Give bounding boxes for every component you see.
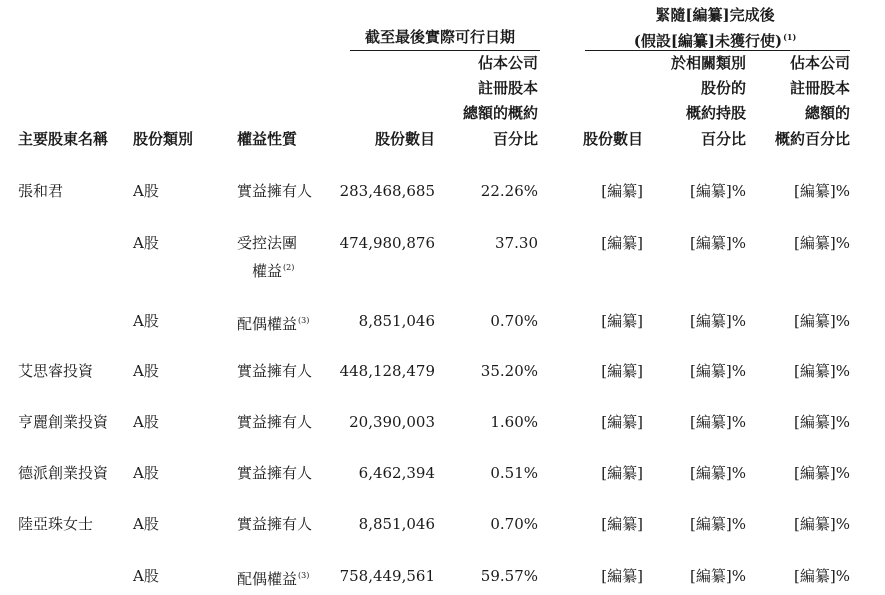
cell-shares: 758,449,561	[339, 567, 435, 585]
header-after-total-pct-line2: 註冊股本	[789, 79, 850, 97]
cell-nature: 實益擁有人	[237, 515, 313, 533]
cell-shares: 448,128,479	[339, 362, 435, 380]
cell-shares: 474,980,876	[339, 234, 435, 252]
cell-shares: 20,390,003	[349, 413, 435, 431]
cell-after-total-pct: [編纂]%	[794, 567, 850, 585]
cell-shares: 8,851,046	[358, 312, 435, 330]
cell-nature: 配偶權益$^{(3)}$	[237, 315, 310, 333]
header-pct-registered-line3: 總額的概約	[462, 104, 538, 122]
header-after-total-pct-line3: 總額的	[804, 104, 850, 122]
cell-name: 亨麗創業投資	[18, 413, 109, 431]
header-after-number-of-shares: 股份數目	[582, 130, 643, 148]
cell-nature: 實益擁有人	[237, 362, 313, 380]
header-after-class-pct-line3: 概約持股	[685, 104, 746, 122]
cell-after-total-pct: [編纂]%	[794, 515, 850, 533]
cell-pct: 0.70%	[490, 515, 538, 533]
header-after-class-pct-line1: 於相關類別	[670, 54, 746, 72]
cell-name: 德派創業投資	[18, 464, 109, 482]
cell-after-total-pct: [編纂]%	[794, 234, 850, 252]
cell-after-total-pct: [編纂]%	[794, 182, 850, 200]
cell-after-shares: [編纂]	[601, 515, 643, 533]
cell-name: 艾思睿投資	[18, 362, 94, 380]
cell-class: A股	[133, 312, 159, 330]
cell-nature-continued: 權益$^{(2)}$	[252, 262, 295, 280]
cell-after-total-pct: [編纂]%	[794, 464, 850, 482]
cell-after-shares: [編纂]	[601, 312, 643, 330]
header-number-of-shares: 股份數目	[374, 130, 435, 148]
cell-after-shares: [編纂]	[601, 234, 643, 252]
group-header-current: 截至最後實際可行日期	[364, 28, 515, 46]
cell-class: A股	[133, 515, 159, 533]
cell-name: 張和君	[18, 182, 64, 200]
cell-after-total-pct: [編纂]%	[794, 362, 850, 380]
group-header-after-line1: 緊隨[編纂]完成後	[655, 6, 775, 24]
cell-after-total-pct: [編纂]%	[794, 312, 850, 330]
cell-after-class-pct: [編纂]%	[690, 567, 746, 585]
header-after-total-pct-line1: 佔本公司	[789, 54, 850, 72]
cell-after-class-pct: [編纂]%	[690, 234, 746, 252]
cell-after-shares: [編纂]	[601, 362, 643, 380]
cell-nature: 實益擁有人	[237, 464, 313, 482]
cell-class: A股	[133, 413, 159, 431]
group-header-current-rule	[350, 50, 540, 51]
cell-class: A股	[133, 362, 159, 380]
cell-after-class-pct: [編纂]%	[690, 362, 746, 380]
cell-after-shares: [編纂]	[601, 413, 643, 431]
cell-class: A股	[133, 182, 159, 200]
cell-pct: 22.26%	[480, 182, 538, 200]
cell-after-shares: [編纂]	[601, 567, 643, 585]
header-after-total-pct-line4: 概約百分比	[774, 130, 850, 148]
cell-pct: 0.51%	[490, 464, 538, 482]
cell-after-shares: [編纂]	[601, 182, 643, 200]
group-header-after-rule	[585, 50, 850, 51]
header-pct-registered-line1: 佔本公司	[477, 54, 538, 72]
cell-nature: 配偶權益$^{(3)}$	[237, 570, 310, 588]
cell-name: 陸亞珠女士	[18, 515, 94, 533]
header-pct-registered-line2: 註冊股本	[477, 79, 538, 97]
cell-after-total-pct: [編纂]%	[794, 413, 850, 431]
cell-class: A股	[133, 234, 159, 252]
cell-pct: 37.30	[495, 234, 538, 252]
cell-class: A股	[133, 464, 159, 482]
cell-pct: 59.57%	[480, 567, 538, 585]
header-after-class-pct-line4: 百分比	[700, 130, 746, 148]
cell-after-shares: [編纂]	[601, 464, 643, 482]
cell-after-class-pct: [編纂]%	[690, 312, 746, 330]
cell-after-class-pct: [編纂]%	[690, 515, 746, 533]
cell-shares: 8,851,046	[358, 515, 435, 533]
header-shareholder-name: 主要股東名稱	[18, 130, 109, 148]
header-pct-registered-line4: 百分比	[492, 130, 538, 148]
cell-pct: 1.60%	[490, 413, 538, 431]
group-header-after-line2: (假設[編纂]未獲行使)$^{(1)}$	[633, 32, 797, 50]
header-share-class: 股份類別	[133, 130, 194, 148]
header-after-class-pct-line2: 股份的	[700, 79, 746, 97]
cell-after-class-pct: [編纂]%	[690, 413, 746, 431]
header-nature-of-interest: 權益性質	[237, 130, 298, 148]
cell-nature: 受控法團	[237, 234, 298, 252]
cell-after-class-pct: [編纂]%	[690, 182, 746, 200]
cell-nature: 實益擁有人	[237, 413, 313, 431]
cell-shares: 283,468,685	[339, 182, 435, 200]
cell-pct: 35.20%	[480, 362, 538, 380]
cell-after-class-pct: [編纂]%	[690, 464, 746, 482]
cell-shares: 6,462,394	[358, 464, 435, 482]
cell-nature: 實益擁有人	[237, 182, 313, 200]
cell-class: A股	[133, 567, 159, 585]
cell-pct: 0.70%	[490, 312, 538, 330]
